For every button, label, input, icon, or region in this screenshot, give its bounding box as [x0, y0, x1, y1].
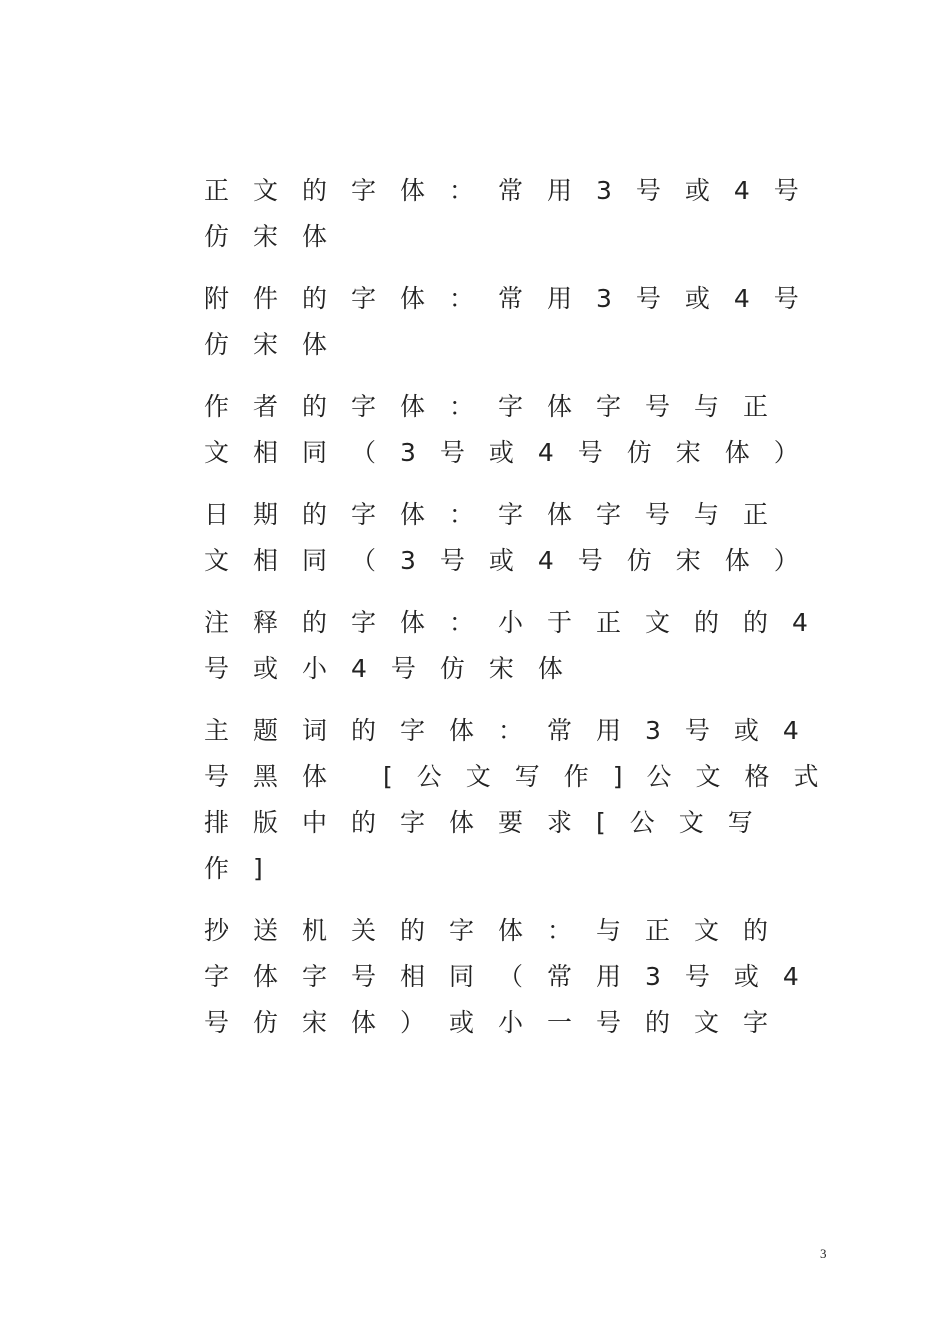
paragraph-note-font	[204, 600, 834, 692]
text-line: 作者的字体：字体字号与正	[204, 392, 793, 421]
text-line: 作]	[204, 854, 287, 883]
text-line: 排版中的字体要求[公文写	[204, 808, 777, 837]
paragraph-keyword-font	[204, 708, 843, 892]
paragraph-author-font	[204, 384, 834, 476]
page-number: 3	[820, 1246, 827, 1261]
text-line: 文相同（3号或4号仿宋体）	[204, 438, 823, 467]
text-line: 附件的字体：常用3号或4号	[204, 284, 823, 313]
text-line: 主题词的字体：常用3号或4	[204, 716, 823, 745]
text-line: 字体字号相同（常用3号或4	[204, 962, 823, 991]
text-line: 抄送机关的字体：与正文的	[204, 916, 793, 945]
text-line: 号或小4号仿宋体	[204, 654, 587, 683]
text-line: 号黑体 [公文写作]公文格式	[204, 762, 843, 791]
paragraph-body-font	[204, 168, 834, 260]
text-line: 号仿宋体）或小一号的文字	[204, 1008, 793, 1037]
paragraph-attachment-font	[204, 276, 834, 368]
text-line: 仿宋体	[204, 330, 352, 359]
paragraph-cc-font	[204, 908, 834, 1046]
text-line: 仿宋体	[204, 222, 352, 251]
text-line: 文相同（3号或4号仿宋体）	[204, 546, 823, 575]
text-line: 日期的字体：字体字号与正	[204, 500, 793, 529]
paragraph-date-font	[204, 492, 834, 584]
text-line: 正文的字体：常用3号或4号	[204, 176, 823, 205]
text-line: 注释的字体：小于正文的的4	[204, 608, 832, 637]
